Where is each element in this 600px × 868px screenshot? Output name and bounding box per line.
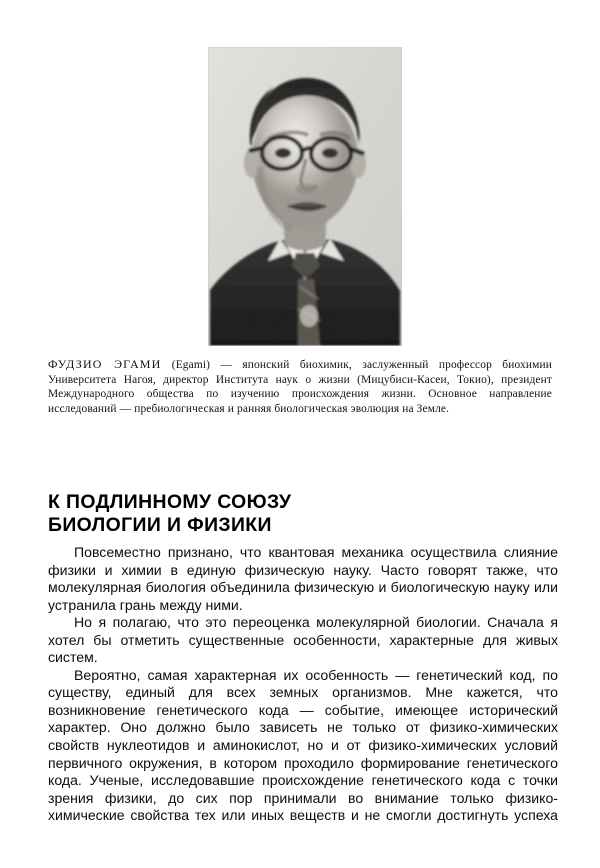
page-title: [48, 491, 528, 538]
portrait-photo: [208, 47, 402, 346]
body-paragraph: Вероятно, самая характерная их особенность — генетический код, по существу, единый для всех земных организмов. Мне кажется, что возникновение генетического кода — событие, имеющее исторический характер. Оно должно было зависеть не только от физико-химических свойств нуклеотидов и аминокислот, но и от физико-химических условий первичного окружения, в котором проходило формирование генетического кода. Ученые, исследовавшие происхождение генетического кода с точки зрения физики, до сих пор принимали во внимание только физико-химические свойства тех или иных веществ и не смогли достигнуть успеха: [48, 666, 558, 824]
caption-subject-name: ФУДЗИО ЭГАМИ: [48, 357, 162, 371]
page-title-line-1: К ПОДЛИННОМУ СОЮЗУ: [48, 490, 292, 513]
caption-text: (Egami) — японский биохимик, заслуженный профессор биохимии Университета Нагоя, директор Института наук о жизни (Мицубиси-Касеи, Токио), президент Международного общества по изучению происхождения жизни. Основное направление исследований — пребиологическая и ранняя биологическая эволюция на Земле.: [48, 359, 552, 415]
body-paragraph: Повсеместно признано, что квантовая механика осуществила слияние физики и химии в единую физическую науку. Часто говорят также, что молекулярная биология объединила физическую и биологическую науку или устранила грань между ними.: [48, 544, 558, 613]
page-title-line-2: БИОЛОГИИ И ФИЗИКИ: [48, 514, 272, 537]
body-paragraph: Но я полагаю, что это переоценка молекулярной биологии. Сначала я хотел бы отметить существенные особенности, характерные для живых систем.: [48, 614, 558, 666]
article-body: [48, 544, 558, 842]
portrait-photo-image: [208, 47, 402, 346]
photo-caption: [48, 357, 552, 416]
